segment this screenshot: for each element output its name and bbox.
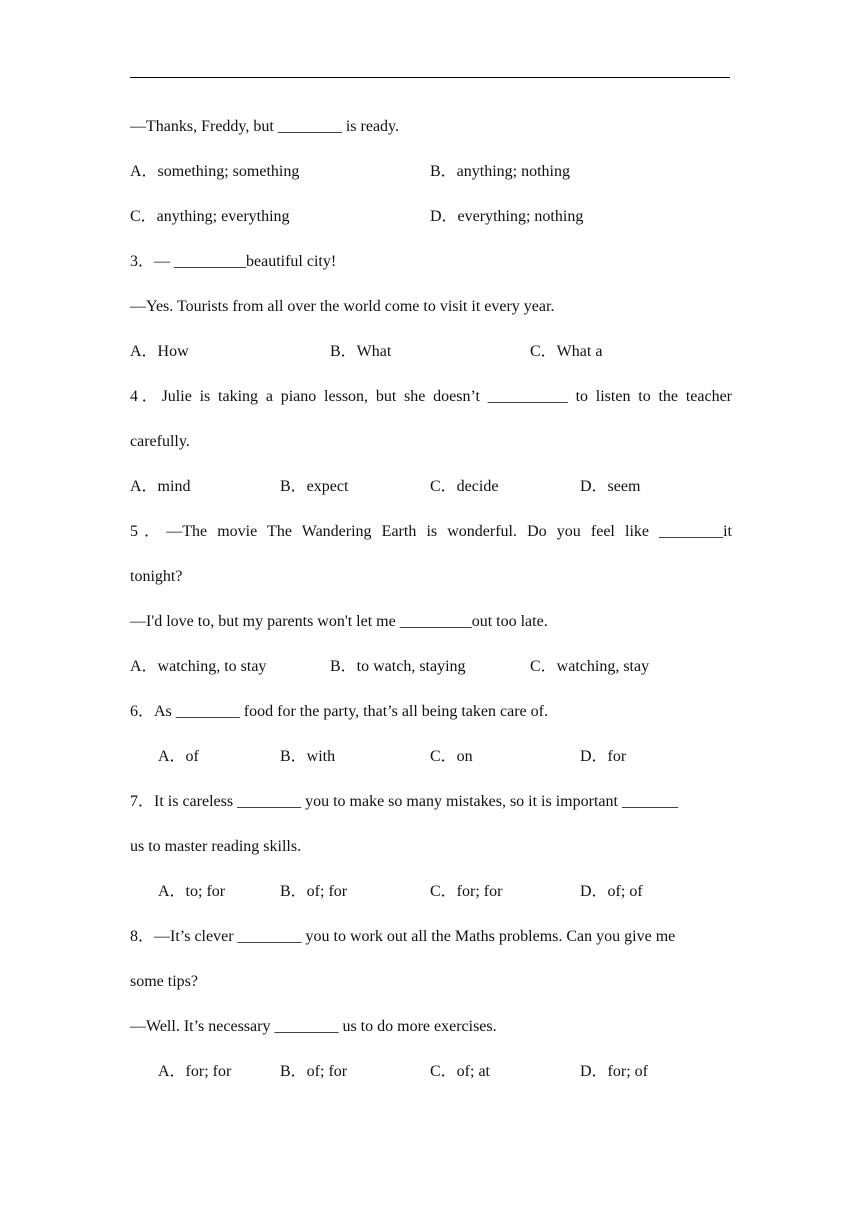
- q3-reply: —Yes. Tourists from all over the world come to visit it every year.: [130, 298, 555, 315]
- q8-option-b: B．of; for: [280, 1063, 348, 1080]
- q7-option-a: A．to; for: [158, 883, 226, 900]
- q8-stem-line1: 8．—It’s clever ________ you to work out all the Maths problems. Can you give me: [130, 928, 676, 945]
- q5-option-b: B．to watch, staying: [330, 658, 466, 675]
- q8-option-c: C．of; at: [430, 1063, 490, 1080]
- q6-option-c: C．on: [430, 748, 473, 765]
- q8-option-d: D．for; of: [580, 1063, 648, 1080]
- q5-stem-line1: 5．—The movie The Wandering Earth is wonderful. Do you feel like ________it: [130, 523, 732, 540]
- q7-option-c: C．for; for: [430, 883, 503, 900]
- q4-option-d: D．seem: [580, 478, 641, 495]
- q3-option-c: C．What a: [530, 343, 603, 360]
- q3-option-b: B．What: [330, 343, 392, 360]
- q6-option-d: D．for: [580, 748, 627, 765]
- q7-option-b: B．of; for: [280, 883, 348, 900]
- q5-reply: —I'd love to, but my parents won't let me _________out too late.: [130, 613, 548, 630]
- q7-stem-line1: 7．It is careless ________ you to make so many mistakes, so it is important _______: [130, 793, 678, 810]
- q2-reply: —Thanks, Freddy, but ________ is ready.: [130, 118, 399, 135]
- q6-option-a: A．of: [158, 748, 199, 765]
- q6-stem: 6．As ________ food for the party, that’s all being taken care of.: [130, 703, 548, 720]
- q2-option-d: D．everything; nothing: [430, 208, 584, 225]
- q8-reply: —Well. It’s necessary ________ us to do more exercises.: [130, 1018, 497, 1035]
- q3-option-a: A．How: [130, 343, 189, 360]
- q8-stem-line2: some tips?: [130, 973, 198, 990]
- header-rule: [130, 77, 730, 78]
- q4-option-b: B．expect: [280, 478, 349, 495]
- q5-option-c: C．watching, stay: [530, 658, 650, 675]
- q4-option-c: C．decide: [430, 478, 499, 495]
- q7-option-d: D．of; of: [580, 883, 643, 900]
- q2-option-b: B．anything; nothing: [430, 163, 571, 180]
- q6-option-b: B．with: [280, 748, 336, 765]
- q4-stem-line2: carefully.: [130, 433, 190, 450]
- q4-option-a: A．mind: [130, 478, 191, 495]
- q3-stem: 3．— _________beautiful city!: [130, 253, 337, 270]
- q7-stem-line2: us to master reading skills.: [130, 838, 302, 855]
- q2-option-a: A．something; something: [130, 163, 300, 180]
- q5-stem-line2: tonight?: [130, 568, 183, 585]
- q4-stem-line1: 4．Julie is taking a piano lesson, but she doesn’t __________ to listen to the teacher: [130, 388, 732, 405]
- q5-option-a: A．watching, to stay: [130, 658, 267, 675]
- q2-option-c: C．anything; everything: [130, 208, 290, 225]
- q8-option-a: A．for; for: [158, 1063, 232, 1080]
